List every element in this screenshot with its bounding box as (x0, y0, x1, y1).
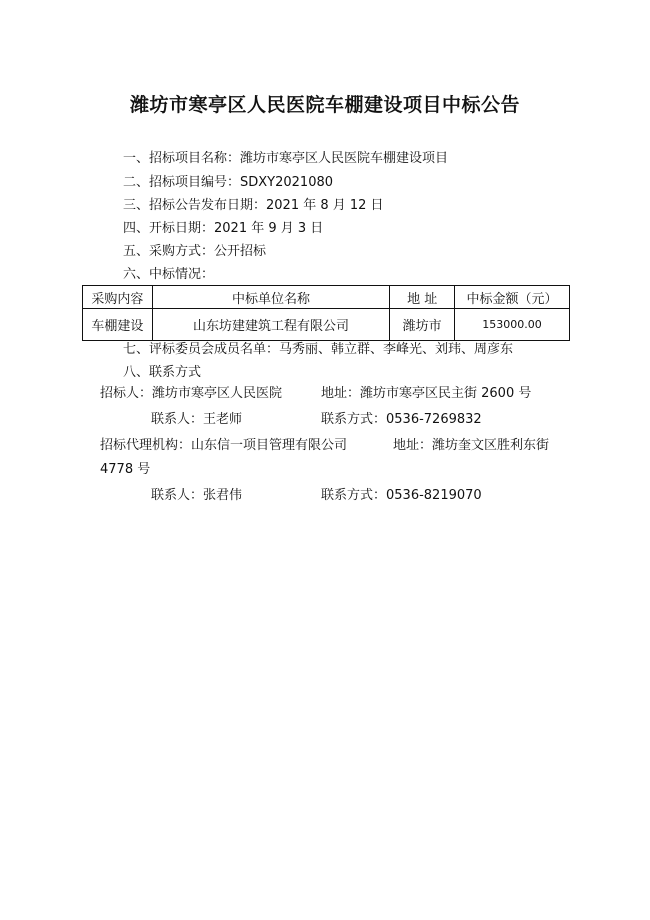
agency-address-continued: 4778 号 (100, 462, 151, 477)
cell-winning-company: 山东坊建建筑工程有限公司 (152, 309, 389, 341)
cell-address: 潍坊市 (390, 309, 455, 341)
header-procurement-content: 采购内容 (83, 286, 153, 309)
tenderer-phone-line: 联系方式：0536-7269832 (321, 412, 482, 427)
agency-address-line: 地址：潍坊奎文区胜利东街 (393, 438, 550, 453)
tenderer-address-line: 地址：潍坊市寒亭区民主街 2600 号 (321, 386, 532, 401)
page-title: 潍坊市寒亭区人民医院车棚建设项目中标公告 (129, 94, 520, 116)
tenderer-contact-line: 联系人：王老师 (151, 412, 243, 427)
project-name-line: 一、招标项目名称：潍坊市寒亭区人民医院车棚建设项目 (123, 151, 449, 166)
table-row (83, 309, 570, 341)
open-date-line: 四、开标日期：2021 年 9 月 3 日 (123, 221, 324, 236)
project-code-line: 二、招标项目编号：SDXY2021080 (123, 175, 334, 190)
cell-amount: 153000.00 (455, 309, 570, 341)
publish-date-line: 三、招标公告发布日期：2021 年 8 月 12 日 (123, 198, 384, 213)
award-table (82, 285, 570, 341)
procurement-method-line: 五、采购方式：公开招标 (123, 244, 267, 259)
agency-line: 招标代理机构：山东信一项目管理有限公司 (100, 438, 348, 453)
agency-contact-line: 联系人：张君伟 (151, 488, 243, 503)
result-heading: 六、中标情况： (123, 267, 215, 282)
table-header-row (83, 286, 570, 309)
agency-phone-line: 联系方式：0536-8219070 (321, 488, 482, 503)
committee-line: 七、评标委员会成员名单：马秀丽、韩立群、李峰光、刘玮、周彦东 (123, 342, 514, 357)
contact-heading: 八、联系方式 (123, 365, 202, 380)
tenderer-line: 招标人：潍坊市寒亭区人民医院 (100, 386, 283, 401)
header-address: 地 址 (390, 286, 455, 309)
header-amount: 中标金额（元） (455, 286, 570, 309)
header-winning-company: 中标单位名称 (152, 286, 389, 309)
cell-procurement-content: 车棚建设 (83, 309, 153, 341)
